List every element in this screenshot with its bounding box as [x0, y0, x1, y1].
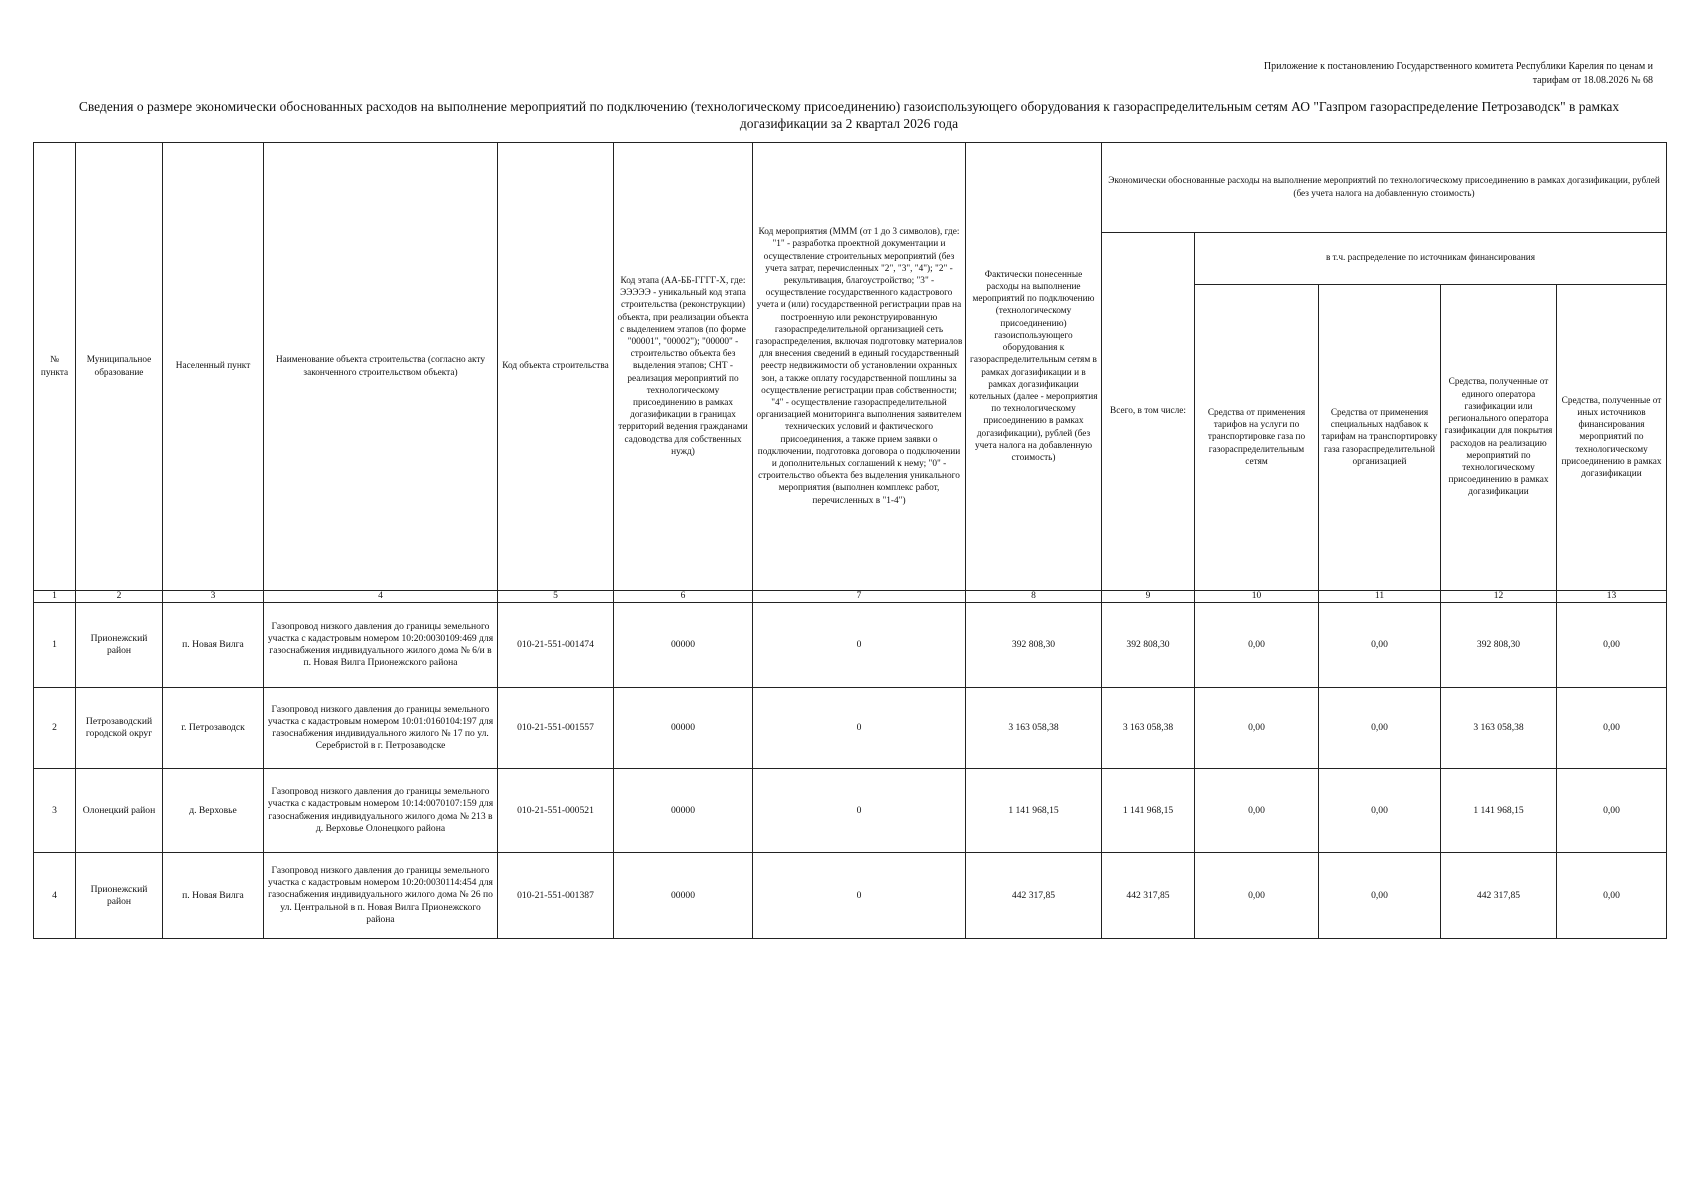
cell-operator-funds: 3 163 058,38	[1441, 688, 1557, 769]
header-group-funding-sources: в т.ч. распределение по источникам финансирования	[1195, 233, 1667, 285]
cell-total: 442 317,85	[1102, 853, 1195, 939]
cell-stage-code: 00000	[614, 769, 753, 853]
cell-actual-costs: 442 317,85	[966, 853, 1102, 939]
column-number: 11	[1319, 591, 1441, 603]
header-measure-code: Код мероприятия (МММ (от 1 до 3 символов), где: "1" - разработка проектной документации и осуществление строительных мероприятий (без учета затрат, перечисленных "2", "3", "4"); "2" - рекультивация, благоустройство; "3" - осуществление государственного кадастрового учета и (или) государственной регистрации прав на построенную или реконструированную газораспределительной организацией сеть газораспределения, включая подготовку материалов для внесения сведений в единый государственный реестр недвижимости об установлении охранных зон, а также оплату государственной пошлины за осуществление регистрации прав собственности; "4" - осуществление газораспределительной организацией мониторинга выполнения заявителем технических условий и фактического присоединения, а также прием заявки о подключении, подготовка договора о подключении и дополнительных соглашений к нему; "0" - строительство объекта без выделения уникального мероприятия (выполнен комплекс работ, перечисленных в "1-4")	[753, 143, 966, 591]
cell-surcharge-funds: 0,00	[1319, 853, 1441, 939]
cell-object-code: 010-21-551-000521	[498, 769, 614, 853]
table-row	[34, 603, 1667, 688]
header-group-justified-costs: Экономически обоснованные расходы на выполнение мероприятий по технологическому присоединению в рамках догазификации, рублей (без учета налога на добавленную стоимость)	[1102, 143, 1667, 233]
cell-actual-costs: 392 808,30	[966, 603, 1102, 688]
cell-num: 2	[34, 688, 76, 769]
cell-total: 392 808,30	[1102, 603, 1195, 688]
column-number: 4	[264, 591, 498, 603]
column-numbers-row	[34, 591, 1667, 603]
cell-tariff-funds: 0,00	[1195, 603, 1319, 688]
cell-other-funds: 0,00	[1557, 688, 1667, 769]
cell-tariff-funds: 0,00	[1195, 688, 1319, 769]
table-row	[34, 769, 1667, 853]
header-object-name: Наименование объекта строительства (согласно акту законченного строительством объекта)	[264, 143, 498, 591]
header-tariff-funds: Средства от применения тарифов на услуги по транспортировке газа по газораспределительным сетям	[1195, 285, 1319, 591]
cell-surcharge-funds: 0,00	[1319, 603, 1441, 688]
table-row	[34, 688, 1667, 769]
cell-actual-costs: 1 141 968,15	[966, 769, 1102, 853]
cell-operator-funds: 442 317,85	[1441, 853, 1557, 939]
column-number: 13	[1557, 591, 1667, 603]
cell-other-funds: 0,00	[1557, 853, 1667, 939]
cell-operator-funds: 392 808,30	[1441, 603, 1557, 688]
cell-actual-costs: 3 163 058,38	[966, 688, 1102, 769]
costs-table	[33, 142, 1667, 939]
annex-note: Приложение к постановлению Государственного комитета Республики Карелия по ценам и тарифам от 18.08.2026 № 68	[1263, 61, 1653, 86]
cell-surcharge-funds: 0,00	[1319, 769, 1441, 853]
cell-num: 3	[34, 769, 76, 853]
header-total: Всего, в том числе:	[1102, 233, 1195, 591]
cell-object-name: Газопровод низкого давления до границы земельного участка с кадастровым номером 10:14:0070107:159 для газоснабжения индивидуального жилого дома № 213 в д. Верховье Олонецкого района	[264, 769, 498, 853]
cell-object-code: 010-21-551-001387	[498, 853, 614, 939]
column-number: 7	[753, 591, 966, 603]
cell-locality: г. Петрозаводск	[163, 688, 264, 769]
header-stage-code: Код этапа (АА-ББ-ГГГГ-Х, где: ЭЭЭЭЭ - уникальный код этапа строительства (реконструкции) объекта, при реализации объекта с выделением этапов (по форме "00001", "00002"); "00000" - строительство объекта без выделения этапов; СНТ - реализация мероприятий по технологическому присоединению в рамках догазификации в границах территорий ведения гражданами садоводства для собственных нужд)	[614, 143, 753, 591]
column-number: 5	[498, 591, 614, 603]
cell-tariff-funds: 0,00	[1195, 853, 1319, 939]
header-municipality: Муниципальное образование	[76, 143, 163, 591]
cell-operator-funds: 1 141 968,15	[1441, 769, 1557, 853]
column-number: 6	[614, 591, 753, 603]
cell-tariff-funds: 0,00	[1195, 769, 1319, 853]
cell-municipality: Прионежский район	[76, 853, 163, 939]
table-row	[34, 853, 1667, 939]
cell-stage-code: 00000	[614, 853, 753, 939]
cell-locality: д. Верховье	[163, 769, 264, 853]
cell-stage-code: 00000	[614, 603, 753, 688]
header-actual-costs: Фактически понесенные расходы на выполнение мероприятий по подключению (технологическому присоединению) газоиспользующего оборудования к газораспределительным сетям в рамках догазификации и в рамках догазификации котельных (далее - мероприятия по технологическому присоединению в рамках догазификации), рублей (без учета налога на добавленную стоимость)	[966, 143, 1102, 591]
cell-municipality: Петрозаводский городской округ	[76, 688, 163, 769]
cell-object-name: Газопровод низкого давления до границы земельного участка с кадастровым номером 10:20:0030109:469 для газоснабжения индивидуального жилого дома № 6/и в п. Новая Вилга Прионежского района	[264, 603, 498, 688]
cell-measure-code: 0	[753, 853, 966, 939]
cell-municipality: Прионежский район	[76, 603, 163, 688]
cell-num: 1	[34, 603, 76, 688]
header-other-funds: Средства, полученные от иных источников финансирования мероприятий по технологическому присоединению в рамках догазификации	[1557, 285, 1667, 591]
column-number: 10	[1195, 591, 1319, 603]
cell-object-name: Газопровод низкого давления до границы земельного участка с кадастровым номером 10:20:0030114:454 для газоснабжения индивидуального жилого дома № 26 по ул. Центральной в п. Новая Вилга Прионежского района	[264, 853, 498, 939]
cell-surcharge-funds: 0,00	[1319, 688, 1441, 769]
cell-total: 3 163 058,38	[1102, 688, 1195, 769]
cell-stage-code: 00000	[614, 688, 753, 769]
column-number: 12	[1441, 591, 1557, 603]
cell-other-funds: 0,00	[1557, 769, 1667, 853]
cell-num: 4	[34, 853, 76, 939]
cell-object-code: 010-21-551-001474	[498, 603, 614, 688]
cell-object-code: 010-21-551-001557	[498, 688, 614, 769]
header-operator-funds: Средства, полученные от единого оператора газификации или регионального оператора газификации для покрытия расходов на реализацию мероприятий по технологическому присоединению в рамках догазификации	[1441, 285, 1557, 591]
cell-total: 1 141 968,15	[1102, 769, 1195, 853]
cell-municipality: Олонецкий район	[76, 769, 163, 853]
cell-measure-code: 0	[753, 688, 966, 769]
cell-object-name: Газопровод низкого давления до границы земельного участка с кадастровым номером 10:01:0160104:197 для газоснабжения индивидуального жилого № 17 по ул. Серебристой в г. Петрозаводске	[264, 688, 498, 769]
cell-locality: п. Новая Вилга	[163, 853, 264, 939]
column-number: 1	[34, 591, 76, 603]
column-number: 9	[1102, 591, 1195, 603]
cell-measure-code: 0	[753, 769, 966, 853]
column-number: 2	[76, 591, 163, 603]
cell-measure-code: 0	[753, 603, 966, 688]
header-locality: Населенный пункт	[163, 143, 264, 591]
cell-locality: п. Новая Вилга	[163, 603, 264, 688]
header-point-number: № пункта	[34, 143, 76, 591]
cell-other-funds: 0,00	[1557, 603, 1667, 688]
column-number: 8	[966, 591, 1102, 603]
column-number: 3	[163, 591, 264, 603]
header-object-code: Код объекта строительства	[498, 143, 614, 591]
header-surcharge-funds: Средства от применения специальных надбавок к тарифам на транспортировку газа газораспределительной организацией	[1319, 285, 1441, 591]
page-title: Сведения о размере экономически обоснованных расходов на выполнение мероприятий по подключению (технологическому присоединению) газоиспользующего оборудования к газораспределительным сетям АО "Газпром газораспределение Петрозаводск" в рамках догазификации за 2 квартал 2026 года	[78, 99, 1620, 131]
